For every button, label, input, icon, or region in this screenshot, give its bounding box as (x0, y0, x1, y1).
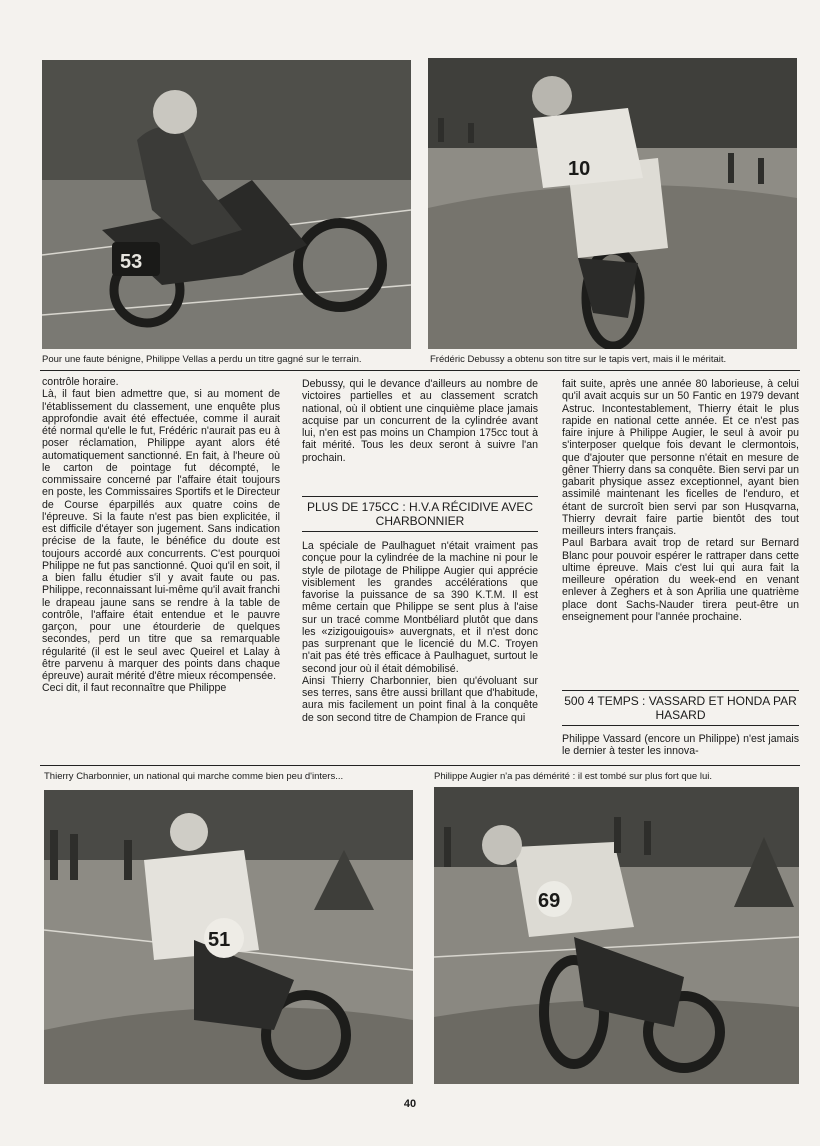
text-column-1 (42, 376, 280, 762)
paragraph: Philippe Vassard (encore un Philippe) n'est jamais le dernier à tester les innova- (562, 733, 799, 758)
bib-number: 53 (120, 251, 143, 273)
bottom-divider (40, 765, 800, 766)
text-column-2-intro (302, 378, 538, 490)
caption-top-left: Pour une faute bénigne, Philippe Vellas a perdu un titre gagné sur le terrain. (42, 354, 362, 365)
text-column-3-tail (562, 733, 799, 761)
paragraph: Ainsi Thierry Charbonnier, bien qu'évoluant sur ses terres, sans être aussi brillant que d'habitude, aura mis facilement un point final à la conquête de son second titre de Champion de France qui (302, 674, 538, 724)
text-column-3-body (562, 378, 799, 686)
bib-number: 10 (568, 158, 591, 180)
caption-bottom-right: Philippe Augier n'a pas démérité : il est tombé sur plus fort que lui. (434, 771, 712, 782)
bib-number: 51 (208, 929, 231, 951)
text-column-2-body (302, 540, 538, 762)
photo-philippe-vellas (42, 60, 411, 349)
section-heading-175cc: PLUS DE 175CC : H.V.A RÉCIDIVE AVEC CHARBONNIER (302, 496, 538, 532)
photo-frederic-debussy (428, 58, 797, 349)
paragraph: fait suite, après une année 80 laborieuse, à celui qu'il avait acquis sur un 50 Fantic en 1979 devant Astruc. Incontestablement, Thierry était le plus rapide en national cette année. Et ce n'est pas faire injure à Philippe Augier, le seul à avoir pu s'interposer quelque fois devant le clermontois, que d'ajouter que personne n'était en mesure de gêner Thierry dans sa conquête. Bien servi par un gabarit physique assez exceptionnel, ayant bien assimilé maintenant les ficelles de l'enduro, et étant de surcroît bien servi par son Husqvarna, Thierry devrait faire partie bientôt des tout meilleurs inters français. (562, 378, 799, 537)
paragraph: contrôle horaire. (42, 376, 119, 388)
paragraph: Paul Barbara avait trop de retard sur Bernard Blanc pour pouvoir espérer le rattraper dans cette ultime épreuve. Mais c'est lui qui aura fait la meilleure opération du week-end en venant enlever à Zeghers et à son Aprilia une quatrième place dont Sachs-Nauder tirera peut-être un enseignement pour l'année prochaine. (562, 537, 799, 623)
caption-bottom-left: Thierry Charbonnier, un national qui marche comme bien peu d'inters... (44, 771, 344, 782)
paragraph: La spéciale de Paulhaguet n'était vraiment pas conçue pour la cylindrée de la machine ni pour le style de pilotage de Philippe Augier qui apprécie visiblement les grandes accélérations que favorise la puissance de sa 390 K.T.M. Il est même certain que Philippe se sent plus à l'aise sur un tracé comme Montbéliard plutôt que dans les «zizigouigouis» auvergnats, et il n'est donc pas surprenant que le licencié du M.C. Troyen n'ait pas été très efficace à Paulhaguet, surtout le second jour où il était démobilisé. (302, 540, 538, 675)
page-number: 40 (403, 1098, 417, 1110)
top-divider (40, 370, 800, 371)
caption-top-right: Frédéric Debussy a obtenu son titre sur le tapis vert, mais il le méritait. (430, 354, 727, 365)
section-heading-500-4t: 500 4 TEMPS : VASSARD ET HONDA PAR HASARD (562, 690, 799, 726)
paragraph: Debussy, qui le devance d'ailleurs au nombre de victoires partielles et au classement scratch national, où il obtient une cinquième place jamais acquise par un concurrent de la cylindrée avant lui, n'en est pas moins un Champion 175cc tout à fait mérité. Tous les deux seront à suivre l'an prochain. (302, 378, 538, 464)
bib-number: 69 (538, 890, 561, 912)
paragraph: Ceci dit, il faut reconnaître que Philippe (42, 682, 227, 695)
paragraph: Là, il faut bien admettre que, si au moment de l'établissement du classement, une enquête plus approfondie avait été effectuée, comme il aurait été normal qu'elle le fut, Frédéric n'aurait pas eu à poser réclamation, Philippe ayant alors été automatiquement sanctionné. En fait, à l'heure où le carton de pointage fut décompté, le commissaire concerné par l'affaire était toujours en poste, les Commissaires Sportifs et le Directeur de Course éparpillés aux quatre coins de l'épreuve. Si la faute n'est pas bien explicitée, il est difficile d'étayer son jugement. Sans indication précise de la faute, le bénéfice du doute est toujours accordé aux concurrents. C'est pourquoi Philippe ne fut pas sanctionné. Quoi qu'il en soit, il a bien fallu étudier s'il y avait faute ou pas. Philippe, reconnaissant lui-même qu'il avait franchi le drapeau jaune sans se rendre à la table de contrôle, l'affaire était entendue et le pauvre garçon, pour une étourderie de quelques secondes, perd un titre que sa remarquable régularité (il est le seul avec Queirel et Lalay à être parvenu à marquer des points dans chaque épreuve) aurait mérité d'être mieux récompensée. (42, 388, 280, 682)
photo-thierry-charbonnier (44, 790, 413, 1084)
photo-philippe-augier (434, 787, 799, 1084)
